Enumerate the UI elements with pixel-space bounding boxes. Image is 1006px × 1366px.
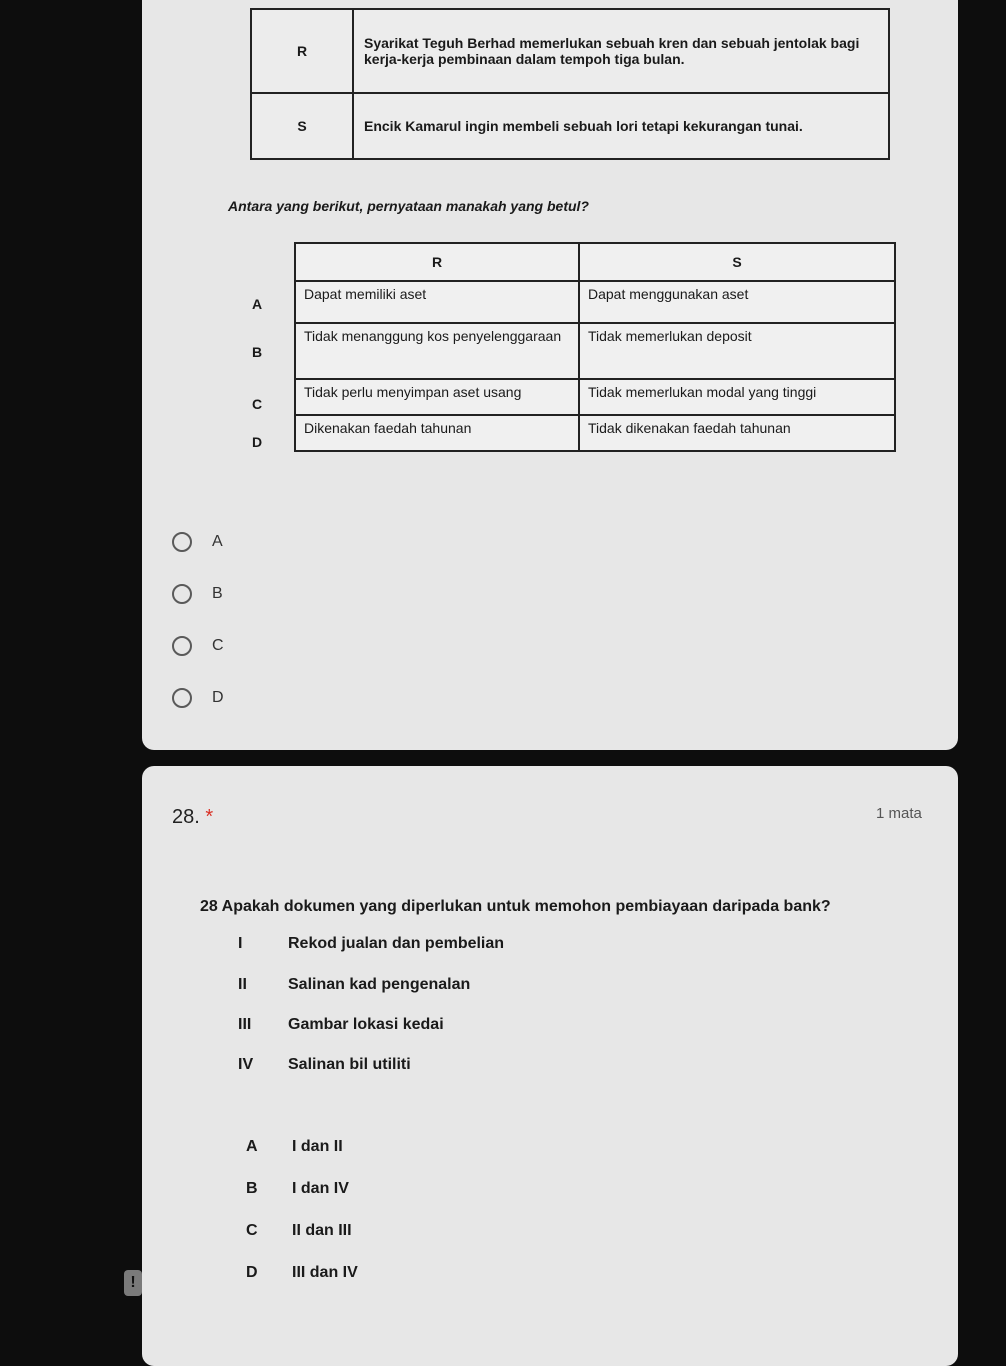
question-prompt: Antara yang berikut, pernyataan manakah yang betul? — [228, 198, 589, 214]
cell-c-s: Tidak memerlukan modal yang tinggi — [579, 379, 895, 415]
cell-d-s: Tidak dikenakan faedah tahunan — [579, 415, 895, 451]
cell-c-r: Tidak perlu menyimpan aset usang — [295, 379, 579, 415]
scenario-table — [250, 8, 890, 160]
row-letter-c: C — [252, 396, 263, 412]
column-header-r: R — [295, 243, 579, 281]
answer-text-c: II dan III — [292, 1222, 352, 1239]
answer-letter-a: A — [246, 1138, 258, 1155]
row-letter-a: A — [252, 296, 263, 312]
item-text-2: Salinan kad pengenalan — [288, 976, 471, 993]
item-roman-1: I — [238, 935, 243, 952]
option-label: D — [212, 689, 224, 706]
option-d[interactable] — [172, 686, 224, 710]
cell-b-r: Tidak menanggung kos penyelenggaraan — [295, 323, 579, 379]
item-text-3: Gambar lokasi kedai — [288, 1016, 444, 1033]
alert-icon: ! — [124, 1270, 142, 1296]
option-b[interactable] — [172, 582, 223, 606]
question-text: 28 Apakah dokumen yang diperlukan untuk memohon pembiayaan daripada bank? — [200, 898, 831, 915]
answer-letter-b: B — [246, 1180, 258, 1197]
item-roman-3: III — [238, 1016, 252, 1033]
scenario-label-r: R — [251, 9, 353, 93]
required-mark: * — [205, 806, 214, 828]
answer-text-b: I dan IV — [292, 1180, 349, 1197]
row-letter-b: B — [252, 344, 263, 360]
column-header-s: S — [579, 243, 895, 281]
answer-text-a: I dan II — [292, 1138, 343, 1155]
option-label: C — [212, 637, 224, 654]
answer-letter-d: D — [246, 1264, 258, 1281]
option-label: A — [212, 533, 223, 550]
item-text-4: Salinan bil utiliti — [288, 1056, 411, 1073]
radio-button[interactable] — [172, 688, 192, 708]
cell-b-s: Tidak memerlukan deposit — [579, 323, 895, 379]
scenario-text-s: Encik Kamarul ingin membeli sebuah lori tetapi kekurangan tunai. — [353, 93, 889, 159]
question-points: 1 mata — [876, 805, 922, 822]
item-roman-4: IV — [238, 1056, 254, 1073]
question-card-28 — [142, 766, 958, 1366]
option-label: B — [212, 585, 223, 602]
question-number-text: 28. — [172, 806, 200, 828]
cell-a-s: Dapat menggunakan aset — [579, 281, 895, 323]
radio-button[interactable] — [172, 636, 192, 656]
scenario-text-r: Syarikat Teguh Berhad memerlukan sebuah kren dan sebuah jentolak bagi kerja-kerja pembinaan dalam tempoh tiga bulan. — [353, 9, 889, 93]
option-c[interactable] — [172, 634, 224, 658]
radio-button[interactable] — [172, 584, 192, 604]
cell-d-r: Dikenakan faedah tahunan — [295, 415, 579, 451]
item-roman-2: II — [238, 976, 247, 993]
question-number — [172, 806, 213, 829]
scenario-label-s: S — [251, 93, 353, 159]
choice-table — [294, 242, 896, 452]
cell-a-r: Dapat memiliki aset — [295, 281, 579, 323]
radio-button[interactable] — [172, 532, 192, 552]
row-letter-d: D — [252, 434, 263, 450]
item-text-1: Rekod jualan dan pembelian — [288, 935, 505, 952]
option-a[interactable] — [172, 530, 223, 554]
answer-letter-c: C — [246, 1222, 258, 1239]
answer-text-d: III dan IV — [292, 1264, 358, 1281]
